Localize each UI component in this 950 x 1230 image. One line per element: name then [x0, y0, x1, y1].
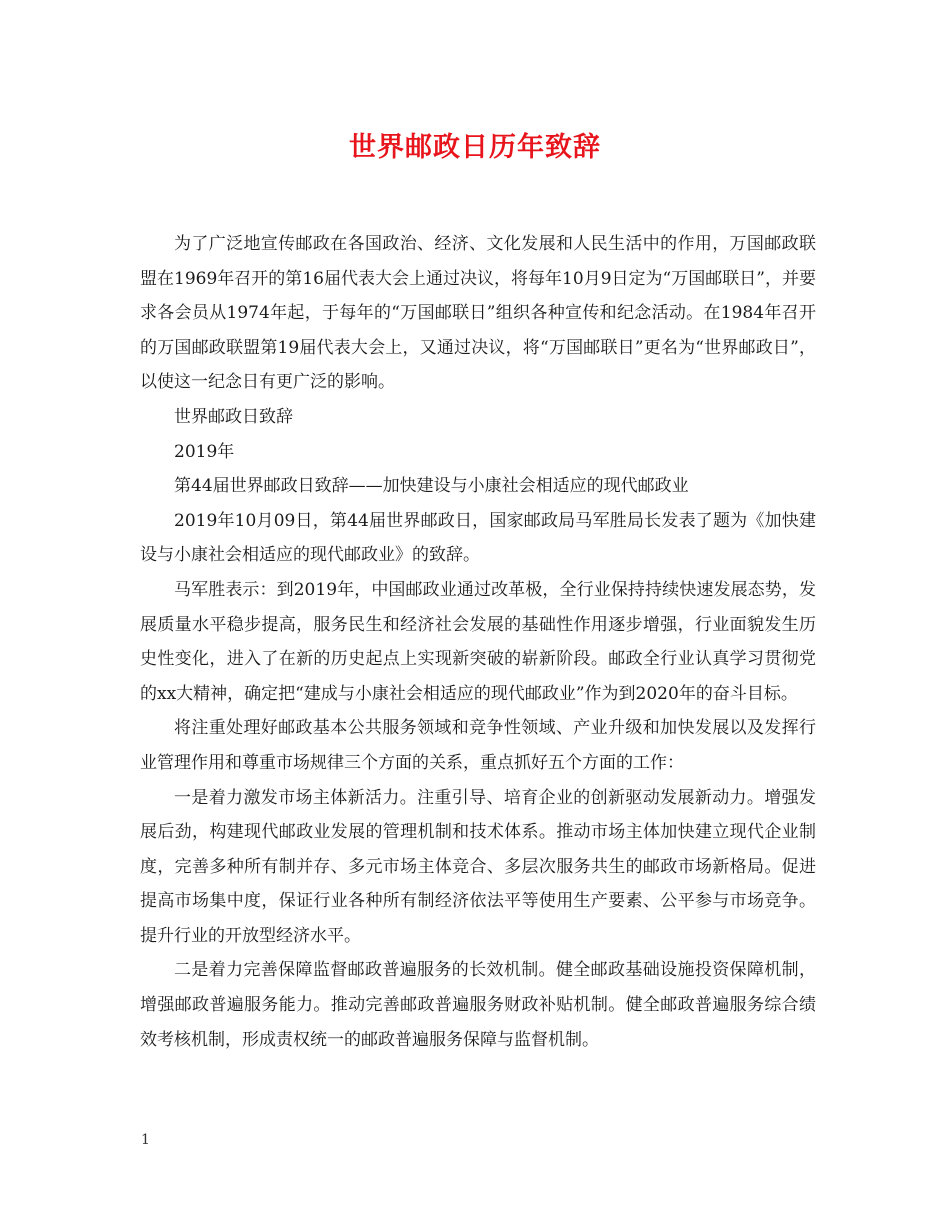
page-number: 1: [141, 1132, 150, 1148]
paragraph-statement: 马军胜表示：到2019年，中国邮政业通过改革极，全行业保持持续快速发展态势，发展质量水平稳步提高，服务民生和经济社会发展的基础性作用逐步增强，行业面貌发生历史性变化，进入了在新的历史起点上实现新突破的崭新阶段。邮政全行业认真学习贯彻党的xx大精神，确定把“建成与小康社会相适应的现代邮政业”作为到2020年的奋斗目标。: [140, 579, 816, 704]
paragraph-subtitle: 第44届世界邮政日致辞——加快建设与小康社会相适应的现代邮政业: [174, 476, 689, 497]
paragraph-intro: 为了广泛地宣传邮政在各国政治、经济、文化发展和人民生活中的作用，万国邮政联盟在1969年召开的第16届代表大会上通过决议，将每年10月9日定为“万国邮联日”，并要求各会员从1974年起，于每年的“万国邮联日”组织各种宣传和纪念活动。在1984年召开的万国邮政联盟第19届代表大会上，又通过决议，将“万国邮联日”更名为“世界邮政日”，以使这一纪念日有更广泛的影响。: [140, 234, 816, 393]
document-title: 世界邮政日历年致辞: [349, 132, 601, 163]
document-body: [140, 227, 816, 1057]
paragraph-year: 2019年: [174, 441, 235, 462]
paragraph-task-one: 一是着力激发市场主体新活力。注重引导、培育企业的创新驱动发展新动力。增强发展后劲，构建现代邮政业发展的管理机制和技术体系。推动市场主体加快建立现代企业制度，完善多种所有制并存、多元市场主体竞合、多层次服务共生的邮政市场新格局。促进提高市场集中度，保证行业各种所有制经济依法平等使用生产要素、公平参与市场竞争。提升行业的开放型经济水平。: [140, 787, 816, 946]
paragraph-date: 2019年10月09日，第44届世界邮政日，国家邮政局马军胜局长发表了题为《加快建设与小康社会相适应的现代邮政业》的致辞。: [140, 510, 816, 566]
paragraph-focus: 将注重处理好邮政基本公共服务领域和竞争性领域、产业升级和加快发展以及发挥行业管理作用和尊重市场规律三个方面的关系，重点抓好五个方面的工作：: [140, 718, 816, 773]
paragraph-heading: 世界邮政日致辞: [174, 406, 293, 427]
paragraph-task-two: 二是着力完善保障监督邮政普遍服务的长效机制。健全邮政基础设施投资保障机制，增强邮政普遍服务能力。推动完善邮政普遍服务财政补贴机制。健全邮政普遍服务综合绩效考核机制，形成责权统一的邮政普遍服务保障与监督机制。: [140, 960, 816, 1050]
